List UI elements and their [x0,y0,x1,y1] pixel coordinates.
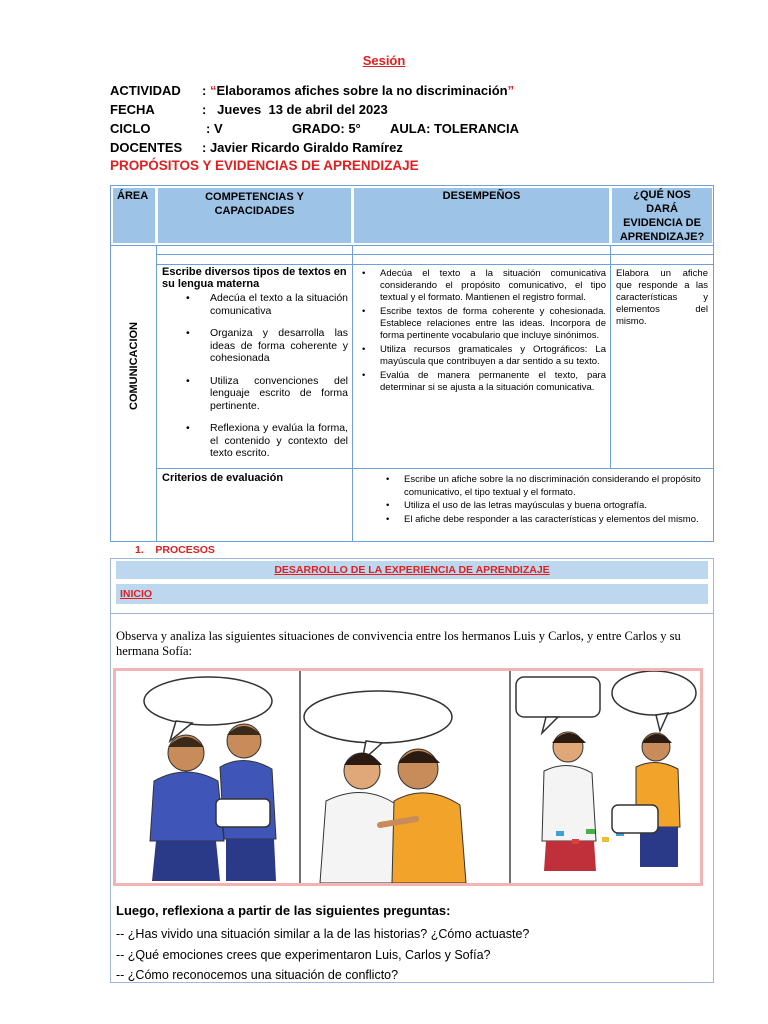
actividad-value: Elaboramos afiches sobre la no discriminación [216,83,508,98]
list-item: • El afiche debe responder a las características y elementos del mismo. [356,514,712,527]
list-item: • Adecúa el texto a la situación comunicativa [162,292,348,317]
actividad-label: ACTIVIDAD [110,83,181,98]
intro-text: Observa y analiza las siguientes situaciones de convivencia entre los hermanos Luis y Carlos, y entre Carlos y su hermana Sofía: [116,629,681,658]
criterios-list [356,474,712,526]
ciclo-value: : V [206,121,223,136]
panel-3 [516,671,696,871]
panel-1 [144,677,276,881]
docentes-label: DOCENTES [110,140,183,155]
development-band-title: DESARROLLO DE LA EXPERIENCIA DE APRENDIZAJE [116,561,708,579]
list-item: • Escribe textos de forma coherente y cohesionada. Establece relaciones entre las ideas. Incorpora de forma pertinente vocabulario que incluye sinónimos. [356,306,606,342]
ciclo-row [110,121,530,136]
list-item: • Adecúa el texto a la situación comunicativa considerando el propósito comunicativo, el tipo textual y el formato. Mantienen el registro formal. [356,268,606,304]
actividad-close-quote: ” [507,83,515,98]
docentes-value: : Javier Ricardo Giraldo Ramírez [202,140,403,155]
capacidades-list [162,292,348,460]
comic-illustration [116,671,700,883]
panel-2 [304,691,466,883]
area-cell [113,266,155,466]
area-value: COMUNICACION [128,322,140,410]
reflect-title: Luego, reflexiona a partir de las siguientes preguntas: [116,903,451,918]
fecha-value: : Jueves 13 de abril del 2023 [202,102,388,117]
actividad-row [110,83,515,98]
procesos-label: 1. PROCESOS [135,544,215,556]
desempenos-cell [356,268,606,396]
actividad-open-quote: “ [209,83,217,98]
questions-list [116,924,529,986]
docentes-row [110,140,403,155]
list-item: • Utiliza recursos gramaticales y Ortográficos: La mayúscula que contribuyen a dar sentido a su texto. [356,344,606,368]
header-competencias: COMPETENCIAS Y CAPACIDADES [158,188,351,243]
purposes-title: PROPÓSITOS Y EVIDENCIAS DE APRENDIZAJE [110,158,419,173]
list-item: -- ¿Qué emociones crees que experimentaron Luis, Carlos y Sofía? [116,947,491,962]
criterios-title: Criterios de evaluación [162,472,284,484]
fecha-row [110,102,388,117]
competencias-cell [162,266,348,470]
list-item: • Escribe un afiche sobre la no discriminación considerando el propósito comunicativo, el tipo textual y el formato. [356,474,712,499]
list-item: • Utiliza convenciones del lenguaje escrito de forma pertinente. [162,375,348,413]
header-area: ÁREA [113,188,155,243]
purposes-table [110,185,714,542]
session-title: Sesión [362,53,406,68]
ciclo-label: CICLO [110,121,151,136]
comic-strip [113,668,703,886]
actividad-colon: : [202,83,207,98]
competencia-title: Escribe diversos tipos de textos en su lengua materna [162,266,347,290]
list-item: -- ¿Cómo reconocemos una situación de conflicto? [116,968,399,982]
header-desempenos: DESEMPEÑOS [354,188,609,243]
desempenos-list [356,268,606,394]
criterios-cell [356,474,712,527]
list-item: -- ¿Has vivido una situación similar a la de las historias? ¿Cómo actuaste? [116,927,530,941]
list-item: • Evalúa de manera permanente el texto, para determinar si se ajusta a la situación comunicativa. [356,370,606,394]
fecha-label: FECHA [110,102,155,117]
list-item: • Organiza y desarrolla las ideas de forma coherente y cohesionada [162,327,348,365]
grado-value: GRADO: 5° [292,121,361,136]
header-evidencia: ¿QUÉ NOS DARÁ EVIDENCIA DE APRENDIZAJE? [612,188,712,243]
evidencia-value: Elabora un afiche que responde a las características y elementos del mismo. [616,268,708,327]
list-item: • Utiliza el uso de las letras mayúsculas y buena ortografía. [356,500,712,513]
list-item: • Reflexiona y evalúa la forma, el contenido y contexto del texto escrito. [162,422,348,460]
aula-value: AULA: TOLERANCIA [390,121,520,136]
inicio-label: INICIO [116,584,708,604]
